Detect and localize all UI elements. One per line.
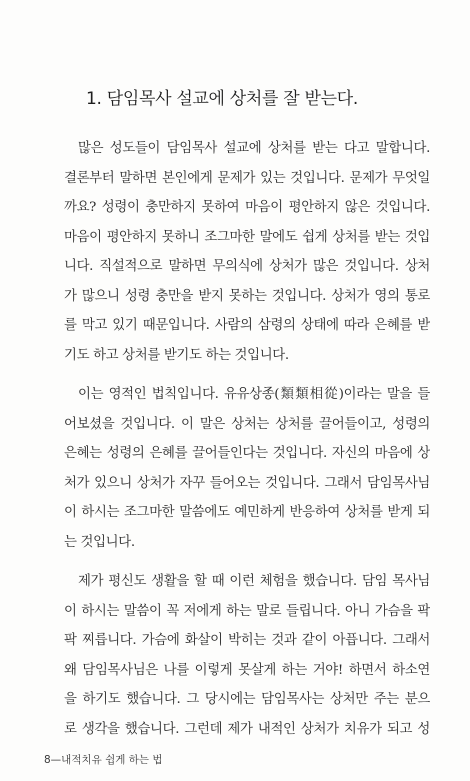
text-line: 왜 담임목사님은 나를 이렇게 못살게 하는 거야! 하면서 하소연	[64, 662, 430, 678]
text-line: 이 하시는 조그마한 말씀에도 예민하게 반응하여 상처를 받게 되	[64, 505, 430, 520]
text-line: 마음이 평안하지 못하니 조그마한 말에도 쉽게 상처를 받는 것입	[64, 229, 430, 245]
text-line: 까요? 성령이 충만하지 못하여 마음이 평안하지 않은 것입니다.	[64, 200, 430, 215]
text-line: 결론부터 말하면 본인에게 문제가 있는 것입니다. 문제가 무엇일	[64, 170, 430, 186]
text-line: 이 하시는 말씀이 꼭 저에게 하는 말로 들립니다. 아니 가슴을 팍	[64, 603, 430, 619]
text-line: 제가 평신도 생활을 할 때 이런 체험을 했습니다. 담임 목사님	[78, 574, 430, 589]
text-line: 가 많으니 성령 충만을 받지 못하는 것입니다. 상처가 영의 통로	[64, 288, 430, 304]
paragraph	[64, 567, 430, 744]
text-line: 는 것입니다.	[64, 534, 135, 550]
text-line: 을 하기도 했습니다. 그 당시에는 담임목사는 상처만 주는 분으	[64, 692, 430, 707]
paragraph	[64, 134, 430, 370]
text-line: 은혜는 성령의 은혜를 끌어들인다는 것입니다. 자신의 마음에 상	[64, 446, 430, 461]
page-footer: 8—내적치유 쉽게 하는 법	[44, 754, 163, 766]
text-line: 이는 영적인 법칙입니다. 유유상종(類類相從)이라는 말을 들	[78, 387, 430, 402]
text-line: 어보셨을 것입니다. 이 말은 상처는 상처를 끌어들이고, 성령의	[64, 416, 430, 432]
section-heading: 1. 담임목사 설교에 상처를 잘 받는다.	[86, 89, 358, 109]
text-line: 많은 성도들이 담임목사 설교에 상처를 받는 다고 말합니다.	[78, 141, 430, 156]
text-line: 처가 있으니 상처가 자꾸 들어오는 것입니다. 그래서 담임목사님	[64, 475, 430, 491]
paragraph	[64, 380, 430, 557]
text-line: 니다. 직설적으로 말하면 무의식에 상처가 많은 것입니다. 상처	[64, 259, 430, 274]
text-line: 를 막고 있기 때문입니다. 사람의 삼령의 상태에 따라 은혜를 받	[64, 318, 430, 333]
text-line: 기도 하고 상처를 받기도 하는 것입니다.	[64, 347, 289, 363]
body-text	[64, 134, 430, 754]
text-line: 로 생각을 했습니다. 그런데 제가 내적인 상처가 치유가 되고 성	[64, 721, 430, 737]
text-line: 팍 찌릅니다. 가슴에 화살이 박히는 것과 같이 아픕니다. 그래서	[64, 633, 430, 648]
